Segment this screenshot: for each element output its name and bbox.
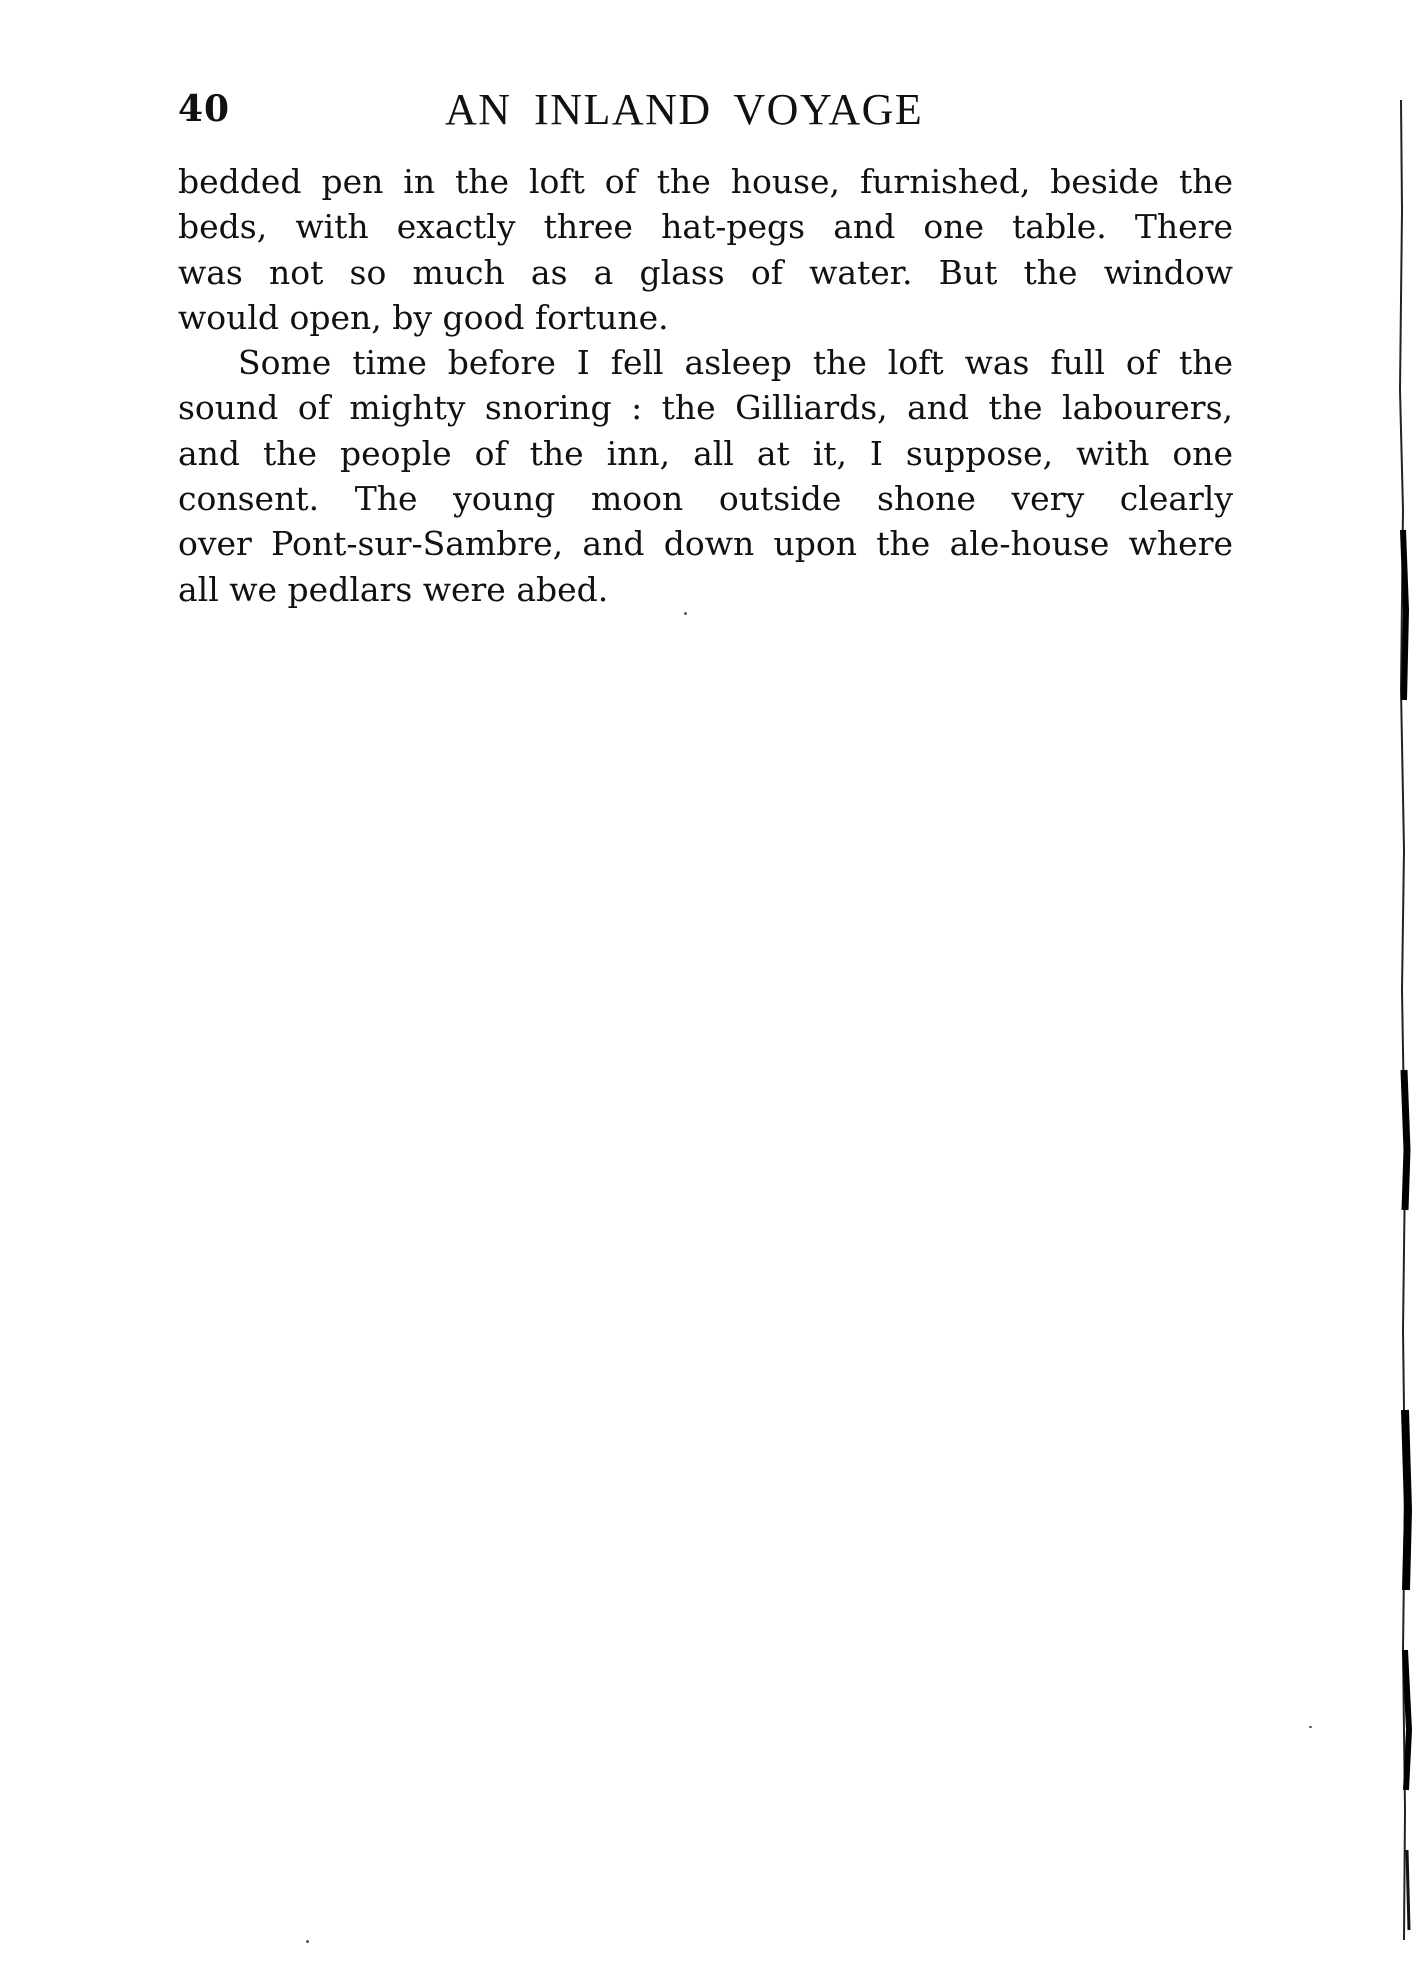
running-title: AN INLAND VOYAGE	[445, 85, 924, 134]
ink-speck	[684, 612, 687, 615]
text-line: would open, by good fortune.	[178, 297, 669, 337]
body-text	[178, 159, 1233, 612]
text-line: and the people of the inn, all at it, I suppose, with one	[178, 433, 1233, 473]
text-line: over Pont-sur-Sambre, and down upon the ale-house where	[178, 524, 1233, 564]
text-line: all we pedlars were abed.	[178, 569, 609, 609]
ink-speck	[1309, 1726, 1312, 1728]
ink-speck	[306, 1940, 309, 1943]
text-line: consent. The young moon outside shone very clearly	[178, 479, 1233, 519]
text-line: bedded pen in the loft of the house, furnished, beside the	[178, 162, 1233, 201]
text-line: sound of mighty snoring : the Gilliards, and the labourers,	[178, 388, 1233, 428]
text-line: beds, with exactly three hat-pegs and one table. There	[178, 207, 1233, 247]
text-line: was not so much as a glass of water. But the window	[178, 252, 1233, 292]
binding-edge	[1397, 90, 1427, 1950]
text-line: Some time before I fell asleep the loft was full of the	[238, 343, 1233, 383]
page-number: 40	[178, 88, 231, 130]
